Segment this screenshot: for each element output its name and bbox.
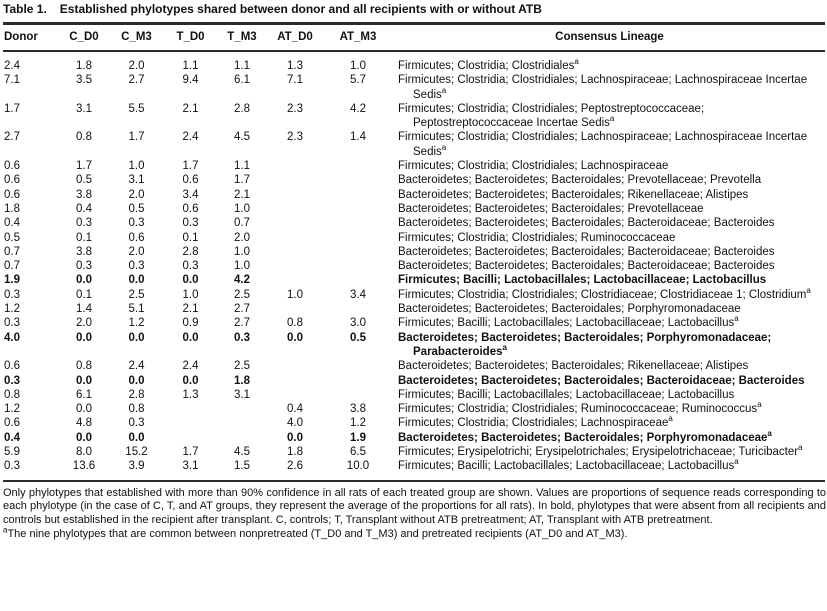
footnote-a-reference: a	[668, 414, 673, 424]
cell-t-d0	[165, 416, 216, 430]
cell-donor: 7.1	[4, 74, 20, 87]
lineage-text: Firmicutes; Clostridia; Clostridiales; Peptostreptococcaceae; Peptostreptococcaceae Incertae Sedis	[398, 102, 705, 130]
cell-t-d0: 0.0	[182, 331, 199, 344]
cell-c-d0: 0.1	[76, 288, 92, 301]
cell-c-d0: 3.8	[76, 188, 92, 201]
lineage-text: Firmicutes; Clostridia; Clostridiales; Clostridiaceae; Clostridiaceae 1; Clostridium	[398, 288, 807, 301]
column-header-c-d0: C_D0	[60, 24, 108, 52]
cell-t-d0: 0.6	[182, 202, 199, 215]
lineage-text: Bacteroidetes; Bacteroidetes; Bacteroidales; Bacteroidaceae; Bacteroides	[398, 217, 775, 230]
cell-t-d0: 0.3	[182, 260, 199, 273]
cell-donor: 0.4	[4, 217, 20, 230]
cell-c-d0: 0.3	[76, 260, 92, 273]
cell-at-m3: 0.5	[350, 331, 366, 344]
cell-t-m3: 2.5	[234, 288, 250, 301]
table-row	[3, 459, 825, 480]
cell-t-m3	[216, 402, 268, 416]
cell-at-d0	[268, 231, 322, 245]
cell-c-m3: 0.3	[128, 260, 145, 273]
cell-t-m3	[216, 416, 268, 430]
cell-t-d0: 2.8	[182, 245, 199, 258]
cell-consensus-lineage	[394, 374, 825, 388]
table-row	[3, 402, 825, 416]
cell-consensus-lineage	[394, 173, 825, 187]
cell-donor: 0.3	[4, 317, 20, 330]
cell-consensus-lineage	[394, 273, 825, 287]
cell-at-m3	[322, 216, 394, 230]
table-row	[3, 302, 825, 316]
table-row	[3, 288, 825, 302]
lineage-text: Bacteroidetes; Bacteroidetes; Bacteroidales; Porphyromonadaceae	[398, 303, 741, 316]
cell-c-m3: 2.7	[128, 74, 145, 87]
column-header-t-d0: T_D0	[165, 24, 216, 52]
footnote-a-reference: a	[574, 57, 579, 67]
cell-c-d0: 13.6	[72, 460, 96, 473]
cell-consensus-lineage	[394, 259, 825, 273]
lineage-text: Firmicutes; Clostridia; Clostridiales; Lachnospiraceae; Lachnospiraceae Incertae Sedis	[398, 74, 808, 101]
cell-c-d0: 1.4	[76, 303, 92, 316]
cell-c-m3: 3.9	[128, 460, 145, 473]
cell-at-d0: 4.0	[287, 417, 303, 430]
cell-at-m3	[322, 302, 394, 316]
table-row	[3, 188, 825, 202]
cell-c-m3: 0.0	[128, 331, 145, 344]
cell-at-d0	[268, 273, 322, 287]
cell-t-m3: 2.0	[234, 231, 250, 244]
cell-donor: 1.7	[4, 102, 20, 115]
cell-at-d0: 2.6	[287, 460, 303, 473]
cell-c-d0: 3.1	[76, 102, 92, 115]
cell-t-m3: 1.5	[234, 460, 250, 473]
cell-at-d0	[268, 216, 322, 230]
cell-t-d0: 1.7	[182, 446, 199, 459]
cell-t-m3	[216, 431, 268, 445]
cell-at-d0	[268, 374, 322, 388]
cell-donor: 0.8	[4, 388, 20, 401]
cell-c-m3: 0.5	[128, 202, 145, 215]
footnote-a-reference: a	[806, 285, 811, 295]
footnote-a-reference: a	[502, 343, 507, 353]
cell-donor: 0.3	[4, 374, 20, 387]
cell-consensus-lineage	[394, 188, 825, 202]
table-row	[3, 245, 825, 259]
cell-t-m3: 3.1	[234, 388, 250, 401]
cell-c-m3: 2.4	[128, 360, 145, 373]
cell-t-d0: 9.4	[182, 74, 199, 87]
table-row	[3, 431, 825, 445]
cell-consensus-lineage	[394, 359, 825, 373]
lineage-text: Firmicutes; Clostridia; Clostridiales; Lachnospiraceae; Lachnospiraceae Incertae Sedis	[398, 131, 808, 158]
cell-donor: 0.6	[4, 174, 20, 187]
lineage-text: Bacteroidetes; Bacteroidetes; Bacteroidales; Bacteroidaceae; Bacteroides	[398, 245, 775, 258]
cell-t-d0: 0.3	[182, 217, 199, 230]
cell-c-m3: 15.2	[125, 446, 148, 459]
cell-t-d0: 2.1	[182, 102, 199, 115]
lineage-text: Firmicutes; Clostridia; Clostridiales; Ruminococcaceae; Ruminococcus	[398, 403, 758, 416]
cell-t-d0: 0.9	[182, 317, 199, 330]
cell-t-d0: 2.1	[182, 303, 199, 316]
cell-t-d0: 3.1	[182, 460, 199, 473]
table-row	[3, 259, 825, 273]
cell-consensus-lineage	[394, 245, 825, 259]
footnote-a-reference: a	[798, 443, 803, 453]
cell-at-m3: 3.4	[350, 288, 366, 301]
cell-t-m3: 6.1	[234, 74, 250, 87]
column-header-c-m3: C_M3	[108, 24, 165, 52]
cell-t-d0: 1.3	[182, 388, 199, 401]
cell-c-m3: 5.1	[128, 303, 145, 316]
cell-at-d0	[268, 173, 322, 187]
phylotypes-table	[3, 22, 825, 482]
footnote-a	[3, 525, 826, 542]
cell-at-d0	[268, 202, 322, 216]
cell-at-m3	[322, 374, 394, 388]
cell-consensus-lineage	[394, 445, 825, 459]
cell-t-m3: 2.5	[234, 360, 250, 373]
cell-consensus-lineage	[394, 402, 825, 416]
cell-c-m3: 0.0	[128, 431, 145, 444]
cell-c-m3: 2.8	[128, 388, 145, 401]
column-header-at-d0: AT_D0	[268, 24, 322, 52]
cell-consensus-lineage	[394, 202, 825, 216]
cell-t-m3: 1.0	[234, 202, 250, 215]
column-header-t-m3: T_M3	[216, 24, 268, 52]
table-row	[3, 173, 825, 187]
table-row	[3, 445, 825, 459]
cell-at-m3	[322, 231, 394, 245]
cell-donor: 0.6	[4, 360, 20, 373]
cell-at-d0: 0.8	[287, 317, 303, 330]
cell-at-d0: 7.1	[287, 74, 303, 87]
cell-at-m3	[322, 388, 394, 402]
lineage-text: Bacteroidetes; Bacteroidetes; Bacteroidales; Rikenellaceae; Alistipes	[398, 188, 749, 201]
cell-c-d0: 2.0	[76, 317, 92, 330]
cell-t-m3: 1.0	[234, 260, 250, 273]
cell-at-d0: 1.0	[287, 288, 303, 301]
cell-donor: 0.6	[4, 417, 20, 430]
lineage-text: Firmicutes; Bacilli; Lactobacillales; Lactobacillaceae; Lactobacillus	[398, 388, 735, 401]
cell-c-m3: 0.6	[128, 231, 145, 244]
table-row	[3, 316, 825, 330]
cell-at-m3	[322, 245, 394, 259]
lineage-text: Bacteroidetes; Bacteroidetes; Bacteroidales; Prevotellaceae	[398, 202, 704, 215]
cell-c-m3: 1.0	[128, 160, 145, 173]
cell-at-d0: 0.0	[287, 331, 303, 344]
cell-t-m3: 2.7	[234, 303, 250, 316]
lineage-text: Bacteroidetes; Bacteroidetes; Bacteroidales; Bacteroidaceae; Bacteroides	[398, 260, 775, 273]
cell-consensus-lineage	[394, 73, 825, 102]
cell-t-d0: 0.0	[182, 374, 199, 387]
cell-c-m3: 2.0	[128, 60, 145, 72]
cell-t-d0: 1.7	[182, 160, 199, 173]
table-row	[3, 273, 825, 287]
cell-consensus-lineage	[394, 459, 825, 480]
cell-c-m3: 0.0	[128, 374, 145, 387]
table-title	[3, 2, 826, 17]
cell-t-m3: 1.0	[234, 245, 250, 258]
column-header-consensus-lineage: Consensus Lineage	[394, 24, 825, 52]
cell-t-d0: 1.0	[182, 288, 199, 301]
cell-c-d0: 4.8	[76, 417, 92, 430]
lineage-text: Firmicutes; Bacilli; Lactobacillales; Lactobacillaceae; Lactobacillus	[398, 274, 767, 287]
cell-c-d0: 6.1	[76, 388, 92, 401]
lineage-text: Firmicutes; Clostridia; Clostridiales; Ruminococcaceae	[398, 231, 676, 244]
cell-at-m3	[322, 173, 394, 187]
cell-c-m3: 1.2	[128, 317, 145, 330]
cell-donor: 1.9	[4, 274, 20, 287]
cell-donor: 1.2	[4, 303, 20, 316]
cell-consensus-lineage	[394, 302, 825, 316]
lineage-text: Bacteroidetes; Bacteroidetes; Bacteroidales; Bacteroidaceae; Bacteroides	[398, 374, 805, 387]
cell-donor: 2.7	[4, 131, 20, 144]
cell-donor: 4.0	[4, 331, 20, 344]
footnote-a-reference: a	[609, 114, 615, 124]
footnote-a-reference: a	[734, 314, 739, 324]
table-row	[3, 159, 825, 173]
cell-at-m3	[322, 202, 394, 216]
footnote-a-reference: a	[441, 85, 447, 95]
cell-at-d0	[268, 245, 322, 259]
cell-at-m3: 1.2	[350, 417, 366, 430]
cell-t-d0: 2.4	[182, 131, 199, 144]
cell-c-d0: 1.8	[76, 60, 92, 72]
cell-c-d0: 0.3	[76, 217, 92, 230]
footnotes	[3, 487, 826, 542]
cell-c-m3: 2.0	[128, 188, 145, 201]
table-row	[3, 331, 825, 360]
cell-t-d0	[165, 402, 216, 416]
cell-c-m3: 1.7	[128, 131, 145, 144]
cell-at-m3: 1.9	[350, 431, 366, 444]
cell-at-d0	[268, 359, 322, 373]
cell-at-m3	[322, 159, 394, 173]
cell-t-m3: 2.7	[234, 317, 250, 330]
cell-donor: 2.4	[4, 60, 20, 72]
table-row	[3, 130, 825, 159]
cell-t-d0: 0.1	[182, 231, 199, 244]
cell-t-d0: 0.0	[182, 274, 199, 287]
cell-c-d0: 0.0	[76, 331, 92, 344]
cell-c-m3: 3.1	[128, 174, 145, 187]
table-row	[3, 374, 825, 388]
cell-at-d0: 2.3	[287, 131, 303, 144]
cell-c-m3: 5.5	[128, 102, 145, 115]
cell-at-m3: 1.0	[350, 60, 366, 72]
table-row	[3, 73, 825, 102]
cell-t-m3: 1.1	[234, 60, 250, 72]
table-row	[3, 231, 825, 245]
lineage-text: Bacteroidetes; Bacteroidetes; Bacteroidales; Porphyromonadaceae	[398, 431, 768, 444]
cell-consensus-lineage	[394, 331, 825, 360]
lineage-text: Bacteroidetes; Bacteroidetes; Bacteroidales; Porphyromonadaceae; Parabacteroides	[398, 331, 772, 358]
cell-t-d0	[165, 431, 216, 445]
cell-consensus-lineage	[394, 316, 825, 330]
footnote-a-text: The nine phylotypes that are common between nonpretreated (T_D0 and T_M3) and pretreated recipients (AT_D0 and AT_M3).	[7, 527, 628, 540]
cell-t-d0: 2.4	[182, 360, 199, 373]
cell-c-d0: 0.8	[76, 360, 92, 373]
table-row	[3, 359, 825, 373]
cell-t-m3: 0.7	[234, 217, 250, 230]
cell-at-d0: 1.3	[287, 60, 303, 72]
cell-c-d0: 0.8	[76, 131, 92, 144]
cell-consensus-lineage	[394, 231, 825, 245]
cell-at-m3	[322, 273, 394, 287]
lineage-text: Bacteroidetes; Bacteroidetes; Bacteroidales; Prevotellaceae; Prevotella	[398, 174, 762, 187]
cell-consensus-lineage	[394, 159, 825, 173]
table-row	[3, 202, 825, 216]
footnote-general: Only phylotypes that established with more than 90% confidence in all rats of each treated group are shown. Values are proportions of sequence reads corresponding to each phylotype (in the case of C, T, and AT groups, they represent the average of the proportions for all rats). In bold, phylotypes that were absent from all recipients and controls but established in the recipient after transplant. C, controls; T, Transplant without ATB pretreatment; AT, Transplant with ATB pretreatment.	[3, 486, 826, 527]
cell-at-m3	[322, 359, 394, 373]
cell-at-d0	[268, 302, 322, 316]
cell-at-d0	[268, 159, 322, 173]
cell-t-d0: 1.1	[182, 60, 199, 72]
cell-t-m3: 4.5	[234, 131, 250, 144]
table-row	[3, 102, 825, 131]
table-row	[3, 216, 825, 230]
cell-t-m3: 4.5	[234, 446, 250, 459]
cell-c-d0: 0.5	[76, 174, 92, 187]
cell-at-m3: 5.7	[350, 74, 366, 87]
cell-c-d0: 8.0	[76, 446, 92, 459]
cell-consensus-lineage	[394, 130, 825, 159]
column-header-at-m3: AT_M3	[322, 24, 394, 52]
header-row	[3, 24, 825, 52]
cell-donor: 5.9	[4, 446, 20, 459]
cell-at-d0: 1.8	[287, 446, 303, 459]
lineage-text: Firmicutes; Clostridia; Clostridiales	[398, 60, 575, 72]
cell-consensus-lineage	[394, 428, 825, 445]
cell-consensus-lineage	[394, 102, 825, 131]
cell-t-m3: 1.7	[234, 174, 250, 187]
lineage-text: Firmicutes; Bacilli; Lactobacillales; Lactobacillaceae; Lactobacillus	[398, 460, 735, 473]
cell-at-d0: 2.3	[287, 102, 303, 115]
footnote-a-reference: a	[441, 142, 447, 152]
cell-t-d0: 0.6	[182, 174, 199, 187]
cell-c-d0: 1.7	[76, 160, 92, 173]
cell-donor: 1.8	[4, 202, 20, 215]
cell-donor: 0.7	[4, 245, 20, 258]
cell-donor: 1.2	[4, 403, 20, 416]
column-header-donor: Donor	[3, 24, 60, 52]
cell-donor: 0.3	[4, 460, 20, 473]
cell-at-m3: 3.8	[350, 403, 366, 416]
cell-at-m3: 3.0	[350, 317, 366, 330]
footnote-a-reference: a	[767, 428, 772, 438]
table-row	[3, 51, 825, 73]
footnote-a-reference: a	[734, 457, 739, 467]
footnote-a-marker: a	[3, 525, 8, 535]
table-title-text: Established phylotypes shared between donor and all recipients with or without ATB	[59, 2, 542, 16]
cell-at-d0	[268, 259, 322, 273]
table-row	[3, 416, 825, 430]
cell-at-m3: 4.2	[350, 102, 366, 115]
cell-t-m3: 1.1	[234, 160, 250, 173]
cell-consensus-lineage	[394, 216, 825, 230]
cell-at-d0	[268, 388, 322, 402]
cell-c-d0: 0.1	[76, 231, 92, 244]
cell-t-m3: 1.8	[234, 374, 250, 387]
cell-t-m3: 0.3	[234, 331, 250, 344]
cell-donor: 0.3	[4, 288, 20, 301]
cell-c-m3: 0.3	[128, 217, 145, 230]
cell-c-d0: 0.0	[76, 403, 92, 416]
cell-t-m3: 2.1	[234, 188, 250, 201]
cell-donor: 0.4	[4, 431, 20, 444]
lineage-text: Bacteroidetes; Bacteroidetes; Bacteroidales; Rikenellaceae; Alistipes	[398, 360, 749, 373]
cell-c-d0: 0.4	[76, 202, 92, 215]
cell-c-d0: 0.0	[76, 274, 92, 287]
cell-at-d0	[268, 188, 322, 202]
cell-c-m3: 2.0	[128, 245, 145, 258]
cell-at-d0: 0.0	[287, 431, 303, 444]
cell-c-d0: 3.8	[76, 245, 92, 258]
cell-c-d0: 0.0	[76, 431, 92, 444]
cell-t-m3: 2.8	[234, 102, 250, 115]
cell-donor: 0.6	[4, 160, 20, 173]
cell-c-m3: 2.5	[128, 288, 145, 301]
cell-consensus-lineage	[394, 285, 825, 302]
cell-c-d0: 3.5	[76, 74, 92, 87]
cell-t-m3: 4.2	[234, 274, 250, 287]
cell-donor: 0.6	[4, 188, 20, 201]
cell-c-m3: 0.3	[128, 417, 145, 430]
lineage-text: Firmicutes; Erysipelotrichi; Erysipelotrichales; Erysipelotrichaceae; Turicibacter	[398, 446, 799, 459]
cell-c-m3: 0.0	[128, 274, 145, 287]
table-header	[3, 24, 825, 52]
lineage-text: Firmicutes; Bacilli; Lactobacillales; Lactobacillaceae; Lactobacillus	[398, 317, 735, 330]
cell-consensus-lineage	[394, 416, 825, 430]
table-number-label: Table 1.	[3, 2, 47, 16]
cell-donor: 0.5	[4, 231, 20, 244]
cell-at-m3	[322, 188, 394, 202]
lineage-text: Firmicutes; Clostridia; Clostridiales; Lachnospiraceae	[398, 417, 669, 430]
lineage-text: Firmicutes; Clostridia; Clostridiales; Lachnospiraceae	[398, 160, 669, 173]
cell-c-d0: 0.0	[76, 374, 92, 387]
cell-at-m3: 10.0	[346, 460, 370, 473]
table-row	[3, 388, 825, 402]
cell-at-m3: 6.5	[350, 446, 366, 459]
table-body	[3, 51, 825, 481]
cell-consensus-lineage	[394, 51, 825, 73]
footnote-a-reference: a	[757, 400, 762, 410]
cell-t-d0: 3.4	[182, 188, 199, 201]
cell-c-m3: 0.8	[128, 403, 145, 416]
cell-at-m3	[322, 259, 394, 273]
cell-at-d0: 0.4	[287, 403, 303, 416]
cell-donor: 0.7	[4, 260, 20, 273]
cell-at-m3: 1.4	[350, 131, 366, 144]
